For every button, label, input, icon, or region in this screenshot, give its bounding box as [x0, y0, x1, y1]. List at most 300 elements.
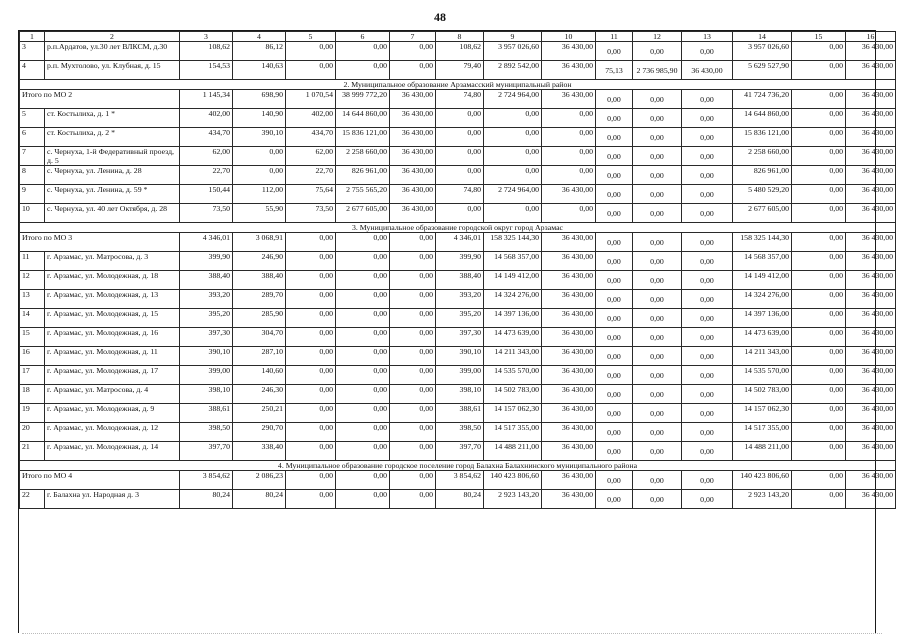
- row-number: 16: [20, 347, 45, 366]
- subtotal-value: 0,00: [633, 471, 682, 490]
- column-number: 4: [233, 32, 286, 42]
- table-row: [20, 166, 896, 185]
- row-number: 17: [20, 366, 45, 385]
- value-cell: 14 397 136,00: [733, 309, 792, 328]
- value-cell: 0,00: [792, 185, 846, 204]
- value-cell: 112,00: [233, 185, 286, 204]
- value-cell: 0,00: [336, 490, 390, 509]
- value-cell: 36 430,00: [846, 61, 896, 80]
- value-cell: 0,00: [286, 42, 336, 61]
- value-cell: 0,00: [233, 147, 286, 166]
- subtotal-value: 0,00: [682, 233, 733, 252]
- value-cell: 397,30: [436, 328, 484, 347]
- value-cell: 62,00: [180, 147, 233, 166]
- value-cell: 5 629 527,90: [733, 61, 792, 80]
- value-cell: 0,00: [596, 404, 633, 423]
- value-cell: 0,00: [792, 147, 846, 166]
- value-cell: 0,00: [633, 147, 682, 166]
- value-cell: 0,00: [633, 490, 682, 509]
- value-cell: 140,90: [233, 109, 286, 128]
- subtotal-value: 3 068,91: [233, 233, 286, 252]
- value-cell: 0,00: [596, 385, 633, 404]
- value-cell: 14 517 355,00: [733, 423, 792, 442]
- value-cell: 2 258 660,00: [336, 147, 390, 166]
- value-cell: 0,00: [233, 166, 286, 185]
- value-cell: 14 157 062,30: [484, 404, 542, 423]
- value-cell: 0,00: [633, 252, 682, 271]
- subtotal-value: 4 346,01: [436, 233, 484, 252]
- value-cell: 36 430,00: [846, 423, 896, 442]
- value-cell: 0,00: [633, 128, 682, 147]
- value-cell: 36 430,00: [846, 385, 896, 404]
- value-cell: 0,00: [336, 42, 390, 61]
- value-cell: 0,00: [596, 252, 633, 271]
- value-cell: 0,00: [633, 309, 682, 328]
- value-cell: 0,00: [682, 252, 733, 271]
- value-cell: 36 430,00: [682, 61, 733, 80]
- value-cell: 2 755 565,20: [336, 185, 390, 204]
- value-cell: 140,63: [233, 61, 286, 80]
- value-cell: 0,00: [336, 252, 390, 271]
- value-cell: 36 430,00: [846, 42, 896, 61]
- column-number: 16: [846, 32, 896, 42]
- value-cell: 36 430,00: [542, 309, 596, 328]
- value-cell: 14 149 412,00: [484, 271, 542, 290]
- subtotal-value: 0,00: [286, 471, 336, 490]
- value-cell: 36 430,00: [846, 328, 896, 347]
- value-cell: 434,70: [286, 128, 336, 147]
- table-row: [20, 490, 896, 509]
- value-cell: 398,50: [180, 423, 233, 442]
- value-cell: 0,00: [682, 109, 733, 128]
- value-cell: 0,00: [682, 385, 733, 404]
- value-cell: 0,00: [596, 442, 633, 461]
- value-cell: 0,00: [633, 185, 682, 204]
- value-cell: 0,00: [792, 290, 846, 309]
- address-cell: г. Арзамас, ул. Молодежная, д. 16: [45, 328, 180, 347]
- value-cell: 0,00: [336, 61, 390, 80]
- subtotal-value: 36 430,00: [542, 90, 596, 109]
- value-cell: 0,00: [596, 366, 633, 385]
- subtotal-label: Итого по МО 4: [20, 471, 180, 490]
- value-cell: 2 258 660,00: [733, 147, 792, 166]
- value-cell: 0,00: [792, 61, 846, 80]
- value-cell: 397,30: [180, 328, 233, 347]
- row-number: 9: [20, 185, 45, 204]
- value-cell: 36 430,00: [390, 109, 436, 128]
- value-cell: 0,00: [336, 442, 390, 461]
- address-cell: с. Чернуха, ул. Ленина, д. 28: [45, 166, 180, 185]
- row-number: 11: [20, 252, 45, 271]
- column-number: 9: [484, 32, 542, 42]
- subtotal-value: 3 854,62: [180, 471, 233, 490]
- address-cell: г. Арзамас, ул. Молодежная, д. 14: [45, 442, 180, 461]
- row-number: 13: [20, 290, 45, 309]
- address-cell: г. Балахна ул. Народная д. 3: [45, 490, 180, 509]
- subtotal-value: 0,00: [633, 233, 682, 252]
- value-cell: 36 430,00: [390, 185, 436, 204]
- value-cell: 36 430,00: [846, 290, 896, 309]
- value-cell: 36 430,00: [542, 490, 596, 509]
- subtotal-value: 38 999 772,20: [336, 90, 390, 109]
- value-cell: 36 430,00: [542, 423, 596, 442]
- value-cell: 14 644 860,00: [336, 109, 390, 128]
- value-cell: 0,00: [596, 185, 633, 204]
- value-cell: 36 430,00: [542, 442, 596, 461]
- value-cell: 390,10: [436, 347, 484, 366]
- value-cell: 22,70: [180, 166, 233, 185]
- value-cell: 36 430,00: [846, 366, 896, 385]
- value-cell: 0,00: [390, 423, 436, 442]
- value-cell: 14 211 343,00: [733, 347, 792, 366]
- value-cell: 0,00: [390, 61, 436, 80]
- value-cell: 398,10: [180, 385, 233, 404]
- value-cell: 150,44: [180, 185, 233, 204]
- row-number: 12: [20, 271, 45, 290]
- value-cell: 0,00: [682, 166, 733, 185]
- value-cell: 0,00: [286, 328, 336, 347]
- row-number: 14: [20, 309, 45, 328]
- value-cell: 36 430,00: [542, 61, 596, 80]
- value-cell: 388,40: [180, 271, 233, 290]
- value-cell: 0,00: [436, 128, 484, 147]
- subtotal-value: 0,00: [792, 90, 846, 109]
- housing-table: [19, 31, 896, 509]
- value-cell: 0,00: [682, 490, 733, 509]
- value-cell: 826 961,00: [733, 166, 792, 185]
- document-sheet: [18, 30, 893, 633]
- value-cell: 397,70: [436, 442, 484, 461]
- subtotal-value: 0,00: [336, 471, 390, 490]
- value-cell: 36 430,00: [542, 347, 596, 366]
- row-number: 10: [20, 204, 45, 223]
- value-cell: 0,00: [596, 271, 633, 290]
- value-cell: 0,00: [436, 166, 484, 185]
- value-cell: 0,00: [542, 128, 596, 147]
- subtotal-value: 0,00: [596, 471, 633, 490]
- value-cell: 434,70: [180, 128, 233, 147]
- subtotal-value: 0,00: [792, 471, 846, 490]
- table-row: [20, 61, 896, 80]
- value-cell: 3 957 026,60: [733, 42, 792, 61]
- column-number: 3: [180, 32, 233, 42]
- value-cell: 14 644 860,00: [733, 109, 792, 128]
- value-cell: 246,30: [233, 385, 286, 404]
- value-cell: 36 430,00: [846, 147, 896, 166]
- subtotal-value: 0,00: [682, 90, 733, 109]
- row-number: 20: [20, 423, 45, 442]
- page-number: 48: [434, 10, 446, 24]
- value-cell: 0,00: [484, 204, 542, 223]
- value-cell: 36 430,00: [846, 442, 896, 461]
- value-cell: 0,00: [436, 147, 484, 166]
- value-cell: 304,70: [233, 328, 286, 347]
- value-cell: 399,90: [180, 252, 233, 271]
- value-cell: 0,00: [390, 490, 436, 509]
- value-cell: 14 149 412,00: [733, 271, 792, 290]
- value-cell: 0,00: [792, 42, 846, 61]
- value-cell: 36 430,00: [542, 185, 596, 204]
- value-cell: 73,50: [180, 204, 233, 223]
- value-cell: 0,00: [286, 366, 336, 385]
- value-cell: 0,00: [390, 347, 436, 366]
- value-cell: 0,00: [484, 147, 542, 166]
- table-row: [20, 252, 896, 271]
- subtotal-value: 3 854,62: [436, 471, 484, 490]
- value-cell: 2 923 143,20: [733, 490, 792, 509]
- row-number: 4: [20, 61, 45, 80]
- value-cell: 395,20: [436, 309, 484, 328]
- value-cell: 36 430,00: [542, 42, 596, 61]
- section-heading: 4. Муниципальное образование городское поселение город Балахна Балахнинского муниципального района: [20, 461, 896, 471]
- subtotal-value: 1 145,34: [180, 90, 233, 109]
- subtotal-value: 0,00: [682, 471, 733, 490]
- value-cell: 246,90: [233, 252, 286, 271]
- table-row: [20, 404, 896, 423]
- value-cell: 14 473 639,00: [733, 328, 792, 347]
- value-cell: 36 430,00: [846, 252, 896, 271]
- value-cell: 14 502 783,00: [733, 385, 792, 404]
- table-row: [20, 442, 896, 461]
- value-cell: 0,00: [286, 309, 336, 328]
- value-cell: 3 957 026,60: [484, 42, 542, 61]
- value-cell: 826 961,00: [336, 166, 390, 185]
- subtotal-value: 140 423 806,60: [484, 471, 542, 490]
- value-cell: 2 677 605,00: [336, 204, 390, 223]
- address-cell: с. Чернуха, 1-й Федеративный проезд, д. 5: [45, 147, 180, 166]
- value-cell: 0,00: [596, 204, 633, 223]
- value-cell: 395,20: [180, 309, 233, 328]
- value-cell: 0,00: [633, 404, 682, 423]
- value-cell: 388,61: [436, 404, 484, 423]
- address-cell: г. Арзамас, ул. Молодежная, д. 9: [45, 404, 180, 423]
- address-cell: г. Арзамас, ул. Матросова, д. 3: [45, 252, 180, 271]
- value-cell: 36 430,00: [846, 128, 896, 147]
- section-heading: 2. Муниципальное образование Арзамасский муниципальный район: [20, 80, 896, 90]
- value-cell: 0,00: [336, 328, 390, 347]
- column-number: 1: [20, 32, 45, 42]
- value-cell: 0,00: [336, 423, 390, 442]
- row-number: 18: [20, 385, 45, 404]
- value-cell: 2 677 605,00: [733, 204, 792, 223]
- value-cell: 0,00: [682, 128, 733, 147]
- section-heading: 3. Муниципальное образование городской округ город Арзамас: [20, 223, 896, 233]
- table-row: [20, 309, 896, 328]
- value-cell: 36 430,00: [846, 309, 896, 328]
- column-number: 13: [682, 32, 733, 42]
- value-cell: 0,00: [542, 147, 596, 166]
- value-cell: 0,00: [792, 109, 846, 128]
- value-cell: 0,00: [336, 271, 390, 290]
- value-cell: 0,00: [596, 347, 633, 366]
- subtotal-value: 0,00: [336, 233, 390, 252]
- value-cell: 0,00: [792, 442, 846, 461]
- value-cell: 397,70: [180, 442, 233, 461]
- column-number: 15: [792, 32, 846, 42]
- value-cell: 0,00: [390, 385, 436, 404]
- value-cell: 36 430,00: [542, 290, 596, 309]
- value-cell: 0,00: [390, 404, 436, 423]
- table-row: [20, 328, 896, 347]
- value-cell: 14 211 343,00: [484, 347, 542, 366]
- section-heading-row: [20, 80, 896, 90]
- subtotal-value: 0,00: [792, 233, 846, 252]
- value-cell: 0,00: [682, 147, 733, 166]
- value-cell: 0,00: [682, 423, 733, 442]
- value-cell: 0,00: [336, 309, 390, 328]
- address-cell: р.п. Мухтолово, ул. Клубная, д. 15: [45, 61, 180, 80]
- table-row: [20, 42, 896, 61]
- value-cell: 0,00: [792, 366, 846, 385]
- value-cell: 0,00: [682, 42, 733, 61]
- value-cell: 75,64: [286, 185, 336, 204]
- value-cell: 0,00: [633, 328, 682, 347]
- value-cell: 80,24: [233, 490, 286, 509]
- value-cell: 0,00: [286, 347, 336, 366]
- value-cell: 285,90: [233, 309, 286, 328]
- value-cell: 0,00: [633, 166, 682, 185]
- value-cell: 36 430,00: [846, 109, 896, 128]
- value-cell: 36 430,00: [846, 271, 896, 290]
- address-cell: г. Арзамас, ул. Молодежная, д. 12: [45, 423, 180, 442]
- value-cell: 402,00: [286, 109, 336, 128]
- value-cell: 0,00: [390, 290, 436, 309]
- value-cell: 36 430,00: [846, 185, 896, 204]
- subtotal-row: [20, 90, 896, 109]
- subtotal-value: 36 430,00: [846, 90, 896, 109]
- table-row: [20, 347, 896, 366]
- value-cell: 0,00: [484, 128, 542, 147]
- value-cell: 250,21: [233, 404, 286, 423]
- value-cell: 36 430,00: [390, 166, 436, 185]
- table-row: [20, 128, 896, 147]
- column-number: 11: [596, 32, 633, 42]
- value-cell: 0,00: [792, 271, 846, 290]
- value-cell: 398,50: [436, 423, 484, 442]
- address-cell: ст. Костылиха, д. 1 *: [45, 109, 180, 128]
- row-number: 15: [20, 328, 45, 347]
- table-row: [20, 204, 896, 223]
- value-cell: 14 397 136,00: [484, 309, 542, 328]
- subtotal-value: 158 325 144,30: [733, 233, 792, 252]
- value-cell: 14 568 357,00: [733, 252, 792, 271]
- value-cell: 14 473 639,00: [484, 328, 542, 347]
- value-cell: 0,00: [286, 442, 336, 461]
- column-number: 8: [436, 32, 484, 42]
- address-cell: с. Чернуха, ул. 40 лет Октября, д. 28: [45, 204, 180, 223]
- value-cell: 0,00: [390, 42, 436, 61]
- value-cell: 390,10: [233, 128, 286, 147]
- address-cell: г. Арзамас, ул. Матросова, д. 4: [45, 385, 180, 404]
- subtotal-value: 0,00: [596, 233, 633, 252]
- value-cell: 0,00: [682, 309, 733, 328]
- value-cell: 80,24: [180, 490, 233, 509]
- subtotal-row: [20, 471, 896, 490]
- column-number: 10: [542, 32, 596, 42]
- address-cell: г. Арзамас, ул. Молодежная, д. 17: [45, 366, 180, 385]
- subtotal-value: 36 430,00: [542, 233, 596, 252]
- value-cell: 14 535 570,00: [733, 366, 792, 385]
- value-cell: 36 430,00: [846, 404, 896, 423]
- value-cell: 0,00: [436, 204, 484, 223]
- value-cell: 287,10: [233, 347, 286, 366]
- value-cell: 15 836 121,00: [733, 128, 792, 147]
- scan-edge-marks: [22, 633, 882, 638]
- value-cell: 0,00: [596, 109, 633, 128]
- subtotal-value: 36 430,00: [390, 90, 436, 109]
- value-cell: 62,00: [286, 147, 336, 166]
- value-cell: 0,00: [792, 204, 846, 223]
- value-cell: 80,24: [436, 490, 484, 509]
- value-cell: 0,00: [596, 490, 633, 509]
- value-cell: 0,00: [682, 442, 733, 461]
- subtotal-label: Итого по МО 2: [20, 90, 180, 109]
- value-cell: 55,90: [233, 204, 286, 223]
- row-number: 19: [20, 404, 45, 423]
- value-cell: 14 157 062,30: [733, 404, 792, 423]
- value-cell: 108,62: [180, 42, 233, 61]
- value-cell: 393,20: [436, 290, 484, 309]
- subtotal-value: 36 430,00: [846, 233, 896, 252]
- value-cell: 0,00: [286, 252, 336, 271]
- value-cell: 0,00: [336, 385, 390, 404]
- subtotal-value: 4 346,01: [180, 233, 233, 252]
- value-cell: 140,60: [233, 366, 286, 385]
- value-cell: 393,20: [180, 290, 233, 309]
- address-cell: г. Арзамас, ул. Молодежная, д. 18: [45, 271, 180, 290]
- subtotal-value: 698,90: [233, 90, 286, 109]
- value-cell: 398,10: [436, 385, 484, 404]
- value-cell: 73,50: [286, 204, 336, 223]
- address-cell: г. Арзамас, ул. Молодежная, д. 15: [45, 309, 180, 328]
- value-cell: 0,00: [682, 290, 733, 309]
- column-number: 7: [390, 32, 436, 42]
- value-cell: 0,00: [682, 404, 733, 423]
- column-number-row: [20, 32, 896, 42]
- row-number: 3: [20, 42, 45, 61]
- value-cell: 0,00: [682, 204, 733, 223]
- value-cell: 0,00: [596, 166, 633, 185]
- value-cell: 0,00: [484, 109, 542, 128]
- value-cell: 0,00: [633, 366, 682, 385]
- value-cell: 0,00: [792, 490, 846, 509]
- value-cell: 36 430,00: [542, 404, 596, 423]
- value-cell: 2 923 143,20: [484, 490, 542, 509]
- value-cell: 0,00: [390, 366, 436, 385]
- value-cell: 0,00: [390, 271, 436, 290]
- row-number: 22: [20, 490, 45, 509]
- value-cell: 0,00: [792, 166, 846, 185]
- value-cell: 2 892 542,00: [484, 61, 542, 80]
- value-cell: 0,00: [336, 366, 390, 385]
- value-cell: 36 430,00: [846, 490, 896, 509]
- subtotal-value: 0,00: [390, 233, 436, 252]
- value-cell: 0,00: [596, 147, 633, 166]
- value-cell: 14 535 570,00: [484, 366, 542, 385]
- value-cell: 36 430,00: [390, 147, 436, 166]
- subtotal-row: [20, 233, 896, 252]
- value-cell: 338,40: [233, 442, 286, 461]
- subtotal-value: 140 423 806,60: [733, 471, 792, 490]
- table-row: [20, 109, 896, 128]
- subtotal-value: 1 070,54: [286, 90, 336, 109]
- value-cell: 108,62: [436, 42, 484, 61]
- address-cell: г. Арзамас, ул. Молодежная, д. 11: [45, 347, 180, 366]
- row-number: 7: [20, 147, 45, 166]
- value-cell: 36 430,00: [846, 204, 896, 223]
- value-cell: 0,00: [286, 61, 336, 80]
- value-cell: 0,00: [633, 290, 682, 309]
